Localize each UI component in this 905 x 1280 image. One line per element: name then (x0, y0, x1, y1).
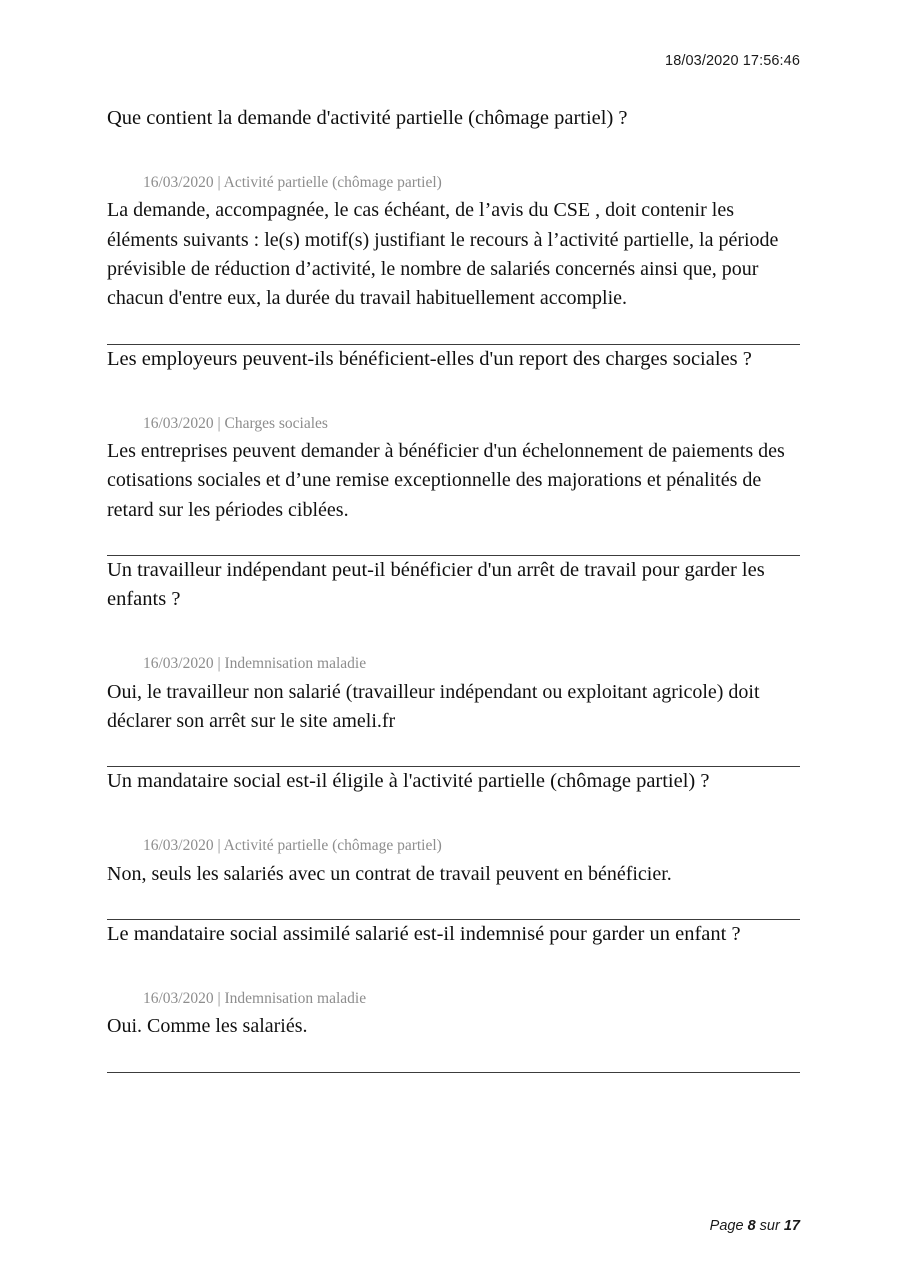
faq-question: Le mandataire social assimilé salarié est-il indemnisé pour garder un enfant ? (107, 923, 741, 946)
faq-question: Les employeurs peuvent-ils bénéficient-elles d'un report des charges sociales ? (107, 347, 752, 370)
faq-meta-separator: | (217, 655, 221, 673)
faq-separator-wrap (107, 314, 800, 345)
faq-separator-wrap (107, 736, 800, 767)
faq-meta-separator: | (217, 414, 221, 432)
footer-total-pages: 17 (783, 1218, 800, 1234)
faq-question: Que contient la demande d'activité partielle (chômage partiel) ? (107, 107, 628, 129)
footer-page-number: 8 (747, 1218, 756, 1234)
faq-date: 16/03/2020 (143, 990, 214, 1008)
faq-date: 16/03/2020 (143, 837, 214, 855)
page-footer (107, 1218, 800, 1234)
faq-answer: Oui. Comme les salariés. (107, 1015, 308, 1038)
faq-category: Activité partielle (chômage partiel) (223, 174, 442, 192)
faq-item (107, 345, 800, 525)
faq-separator (107, 1072, 800, 1073)
faq-meta-separator: | (217, 174, 221, 192)
faq-meta (107, 414, 800, 434)
faq-item (107, 104, 800, 314)
faq-answer: Oui, le travailleur non salarié (travailleur indépendant ou exploitant agricole) doit déclarer son arrêt sur le site ameli.fr (107, 680, 760, 732)
faq-list (107, 104, 800, 1073)
faq-date: 16/03/2020 (143, 414, 214, 432)
page-header-timestamp: 18/03/2020 17:56:46 (665, 53, 800, 69)
faq-meta (107, 654, 800, 674)
faq-category: Charges sociales (224, 414, 328, 432)
faq-separator-wrap (107, 1042, 800, 1073)
faq-category: Indemnisation maladie (224, 655, 367, 673)
faq-separator-wrap (107, 889, 800, 920)
faq-answer: La demande, accompagnée, le cas échéant, de l’avis du CSE , doit contenir les éléments suivants : le(s) motif(s) justifiant le recours à l’activité partielle, la période prévisible de réduction d’activité, le nombre de salariés concernés ainsi que, pour chacun d'entre eux, la durée du travail habituellement accomplie. (107, 199, 779, 310)
faq-date: 16/03/2020 (143, 655, 214, 673)
faq-meta (107, 989, 800, 1009)
faq-item (107, 556, 800, 736)
faq-answer: Non, seuls les salariés avec un contrat de travail peuvent en bénéficier. (107, 862, 672, 885)
faq-separator-wrap (107, 525, 800, 556)
faq-meta-separator: | (217, 837, 221, 855)
footer-page-label: Page (709, 1218, 744, 1234)
faq-question: Un mandataire social est-il éligile à l'activité partielle (chômage partiel) ? (107, 770, 710, 793)
faq-question: Un travailleur indépendant peut-il bénéficier d'un arrêt de travail pour garder les enfants ? (107, 559, 765, 611)
faq-meta (107, 173, 800, 193)
faq-category: Activité partielle (chômage partiel) (223, 837, 442, 855)
faq-date: 16/03/2020 (143, 174, 214, 192)
faq-meta (107, 836, 800, 856)
faq-item (107, 920, 800, 1042)
faq-meta-separator: | (217, 990, 221, 1008)
footer-of-label: sur (759, 1218, 780, 1234)
faq-answer: Les entreprises peuvent demander à bénéficier d'un échelonnement de paiements des cotisations sociales et d’une remise exceptionnelle des majorations et pénalités de retard sur les périodes ciblées. (107, 440, 785, 521)
faq-item (107, 767, 800, 889)
faq-category: Indemnisation maladie (224, 990, 367, 1008)
